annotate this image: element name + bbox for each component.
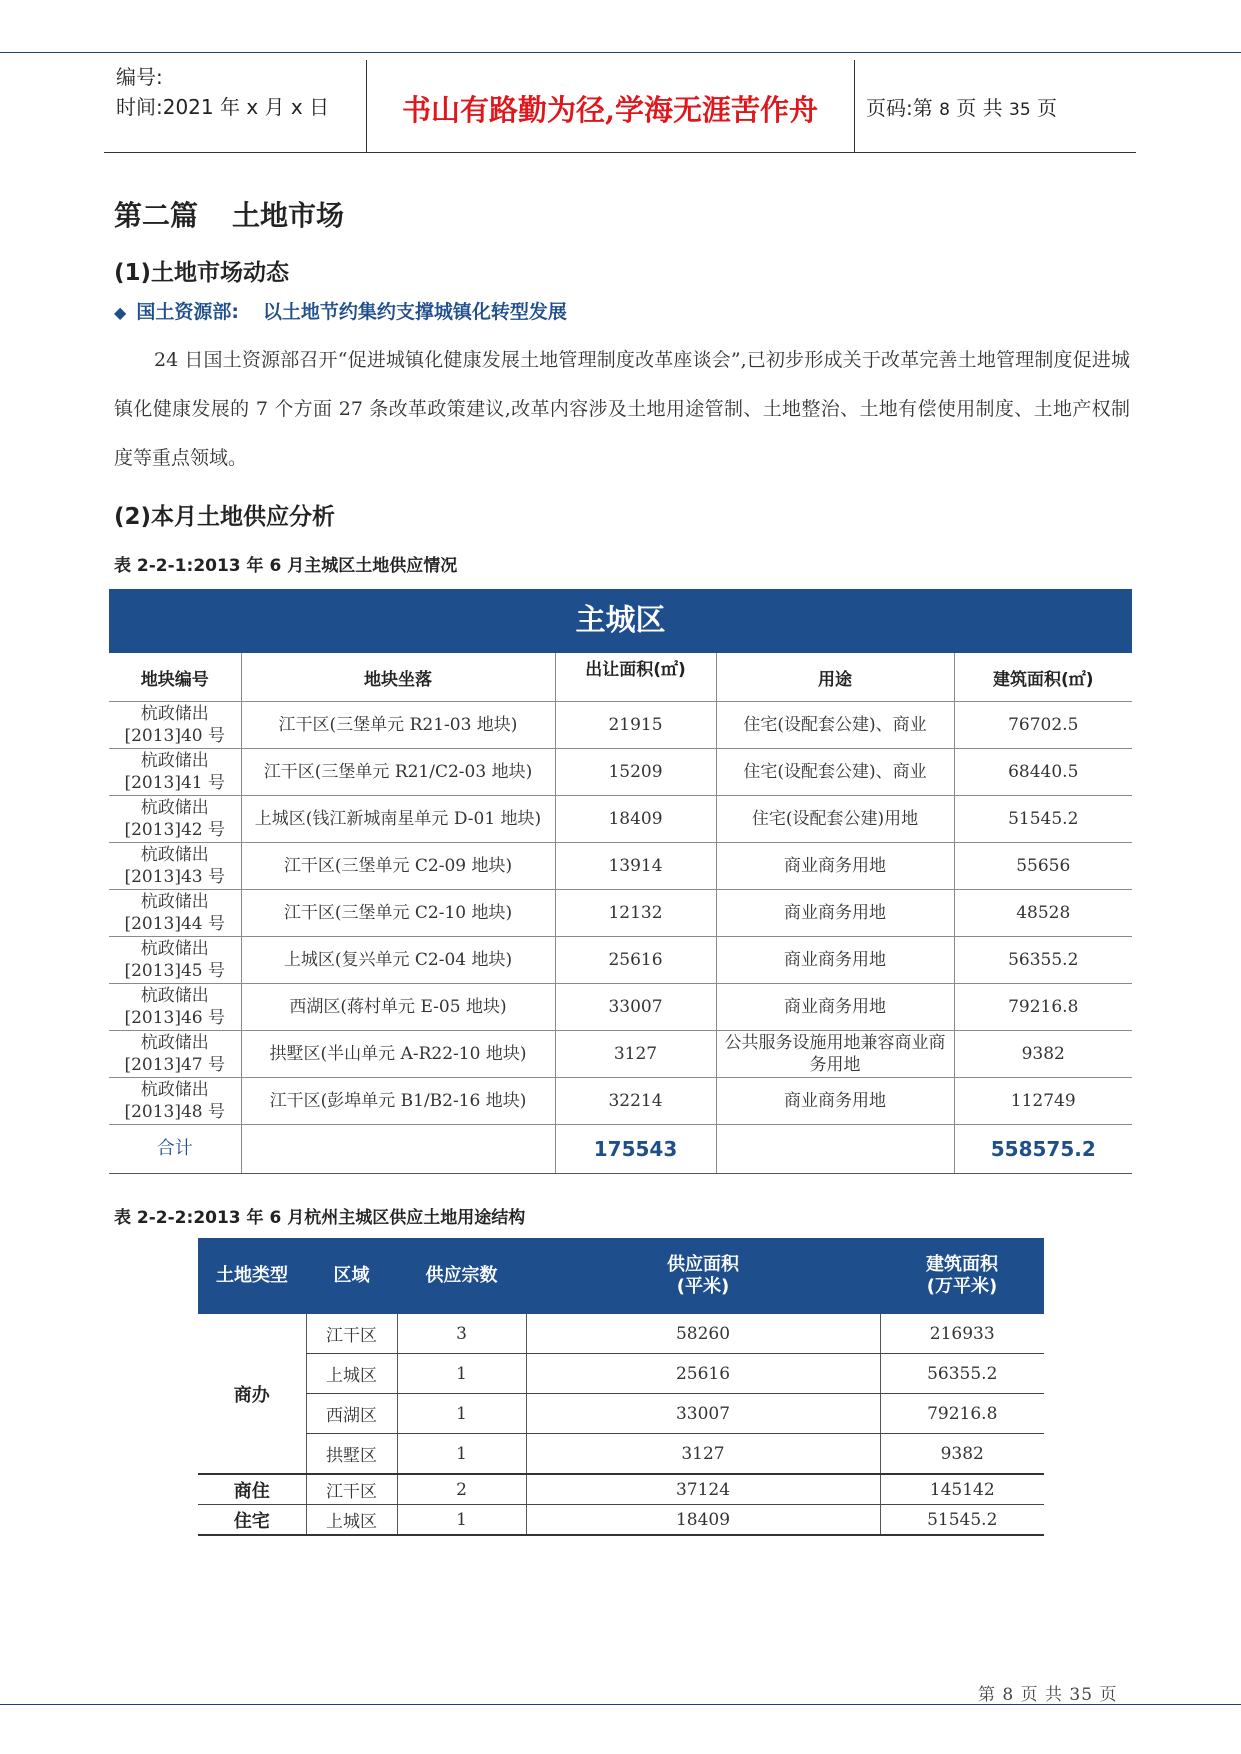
transfer-area-cell: 21915 bbox=[555, 702, 716, 749]
table-row bbox=[198, 1314, 1044, 1354]
floor-area-cell: 68440.5 bbox=[954, 749, 1132, 796]
land-use-structure-table bbox=[198, 1238, 1044, 1536]
header-line: (平米) bbox=[676, 1276, 730, 1297]
plot-id-cell: 杭政储出[2013]46 号 bbox=[109, 984, 241, 1031]
header-divider bbox=[854, 60, 855, 152]
page-suffix: 页 bbox=[1037, 96, 1058, 120]
floor-area-cell: 56355.2 bbox=[880, 1354, 1044, 1394]
floor-area-cell: 79216.8 bbox=[954, 984, 1132, 1031]
col-header: 建筑面积(㎡) bbox=[954, 653, 1132, 702]
page-mid: 页 共 bbox=[956, 96, 1003, 120]
table-row bbox=[109, 937, 1132, 984]
district-cell: 上城区 bbox=[306, 1354, 397, 1394]
header-line: (万平米) bbox=[926, 1276, 998, 1297]
table-row bbox=[109, 843, 1132, 890]
table-row bbox=[109, 749, 1132, 796]
transfer-area-cell: 13914 bbox=[555, 843, 716, 890]
table-total-row bbox=[109, 1125, 1132, 1174]
table-row bbox=[109, 1078, 1132, 1125]
land-use-cell: 商业商务用地 bbox=[716, 984, 954, 1031]
page-header bbox=[104, 60, 1136, 153]
plot-location-cell: 江干区(三堡单元 R21/C2-03 地块) bbox=[241, 749, 555, 796]
empty-cell bbox=[241, 1125, 555, 1174]
supply-area-cell: 18409 bbox=[526, 1505, 880, 1536]
page-number: 8 bbox=[939, 100, 950, 120]
plot-location-cell: 江干区(三堡单元 R21-03 地块) bbox=[241, 702, 555, 749]
floor-area-cell: 48528 bbox=[954, 890, 1132, 937]
supply-area-cell: 58260 bbox=[526, 1314, 880, 1354]
floor-area-cell: 216933 bbox=[880, 1314, 1044, 1354]
table-header-row bbox=[198, 1238, 1044, 1314]
parcel-count-cell: 3 bbox=[397, 1314, 526, 1354]
land-use-cell: 住宅(设配套公建)用地 bbox=[716, 796, 954, 843]
page-footer: 第 8 页 共 35 页 bbox=[978, 1685, 1118, 1705]
floor-area-cell: 145142 bbox=[880, 1474, 1044, 1505]
supply-area-cell: 33007 bbox=[526, 1394, 880, 1434]
news-source: 国土资源部: bbox=[136, 301, 239, 323]
news-body: 24 日国土资源部召开“促进城镇化健康发展土地管理制度改革座谈会”,已初步形成关于改革完善土地管理制度促进城镇化健康发展的 7 个方面 27 条改革政策建议,改革内容涉及土地用途管制、土地整治、土地有偿使用制度、土地产权制度等重点领域。 bbox=[114, 349, 1130, 469]
plot-id-cell: 杭政储出[2013]41 号 bbox=[109, 749, 241, 796]
supply-area-cell: 3127 bbox=[526, 1434, 880, 1475]
plot-id-cell: 杭政储出[2013]40 号 bbox=[109, 702, 241, 749]
transfer-area-cell: 15209 bbox=[555, 749, 716, 796]
plot-location-cell: 上城区(复兴单元 C2-04 地块) bbox=[241, 937, 555, 984]
parcel-count-cell: 2 bbox=[397, 1474, 526, 1505]
land-type-cell: 商住 bbox=[198, 1474, 306, 1505]
table-row bbox=[109, 890, 1132, 937]
land-use-cell: 商业商务用地 bbox=[716, 937, 954, 984]
parcel-count-cell: 1 bbox=[397, 1354, 526, 1394]
parcel-count-cell: 1 bbox=[397, 1434, 526, 1475]
plot-location-cell: 西湖区(蒋村单元 E-05 地块) bbox=[241, 984, 555, 1031]
district-cell: 江干区 bbox=[306, 1474, 397, 1505]
col-header: 地块坐落 bbox=[241, 653, 555, 702]
table-row bbox=[109, 702, 1132, 749]
table-row bbox=[198, 1505, 1044, 1536]
news-title: 以土地节约集约支撑城镇化转型发展 bbox=[262, 301, 567, 323]
floor-area-cell: 51545.2 bbox=[880, 1505, 1044, 1536]
floor-area-cell: 112749 bbox=[954, 1078, 1132, 1125]
supply-area-cell: 25616 bbox=[526, 1354, 880, 1394]
section-heading-1: (1)土地市场动态 bbox=[114, 260, 290, 286]
table-body bbox=[198, 1314, 1044, 1535]
col-header: 地块编号 bbox=[109, 653, 241, 702]
transfer-area-cell: 18409 bbox=[555, 796, 716, 843]
table1-banner: 主城区 bbox=[109, 589, 1132, 653]
col-header: 土地类型 bbox=[198, 1238, 306, 1314]
page-total: 35 bbox=[1009, 100, 1031, 120]
table1-caption: 表 2-2-1:2013 年 6 月主城区土地供应情况 bbox=[114, 556, 458, 576]
plot-id-cell: 杭政储出[2013]43 号 bbox=[109, 843, 241, 890]
parcel-count-cell: 1 bbox=[397, 1505, 526, 1536]
land-use-cell: 住宅(设配套公建)、商业 bbox=[716, 702, 954, 749]
part-number: 第二篇 bbox=[114, 199, 199, 232]
table-row bbox=[198, 1354, 1044, 1394]
plot-location-cell: 上城区(钱江新城南星单元 D-01 地块) bbox=[241, 796, 555, 843]
land-type-cell: 住宅 bbox=[198, 1505, 306, 1536]
floor-area-cell: 55656 bbox=[954, 843, 1132, 890]
transfer-area-cell: 25616 bbox=[555, 937, 716, 984]
header-line: 供应面积 bbox=[667, 1254, 739, 1275]
transfer-area-cell: 12132 bbox=[555, 890, 716, 937]
plot-id-cell: 杭政储出[2013]48 号 bbox=[109, 1078, 241, 1125]
top-rule bbox=[0, 52, 1241, 53]
header-line: 建筑面积 bbox=[926, 1254, 998, 1275]
empty-cell bbox=[716, 1125, 954, 1174]
part-title bbox=[114, 194, 344, 234]
col-header: 区域 bbox=[306, 1238, 397, 1314]
serial-label: 编号: bbox=[116, 65, 163, 89]
total-floor-cell: 558575.2 bbox=[954, 1125, 1132, 1174]
table-row bbox=[109, 1031, 1132, 1078]
table-row bbox=[198, 1394, 1044, 1434]
diamond-bullet-icon: ◆ bbox=[114, 303, 127, 322]
transfer-area-cell: 33007 bbox=[555, 984, 716, 1031]
land-type-cell: 商办 bbox=[233, 1384, 270, 1406]
table2-caption: 表 2-2-2:2013 年 6 月杭州主城区供应土地用途结构 bbox=[114, 1208, 526, 1228]
floor-area-cell: 9382 bbox=[954, 1031, 1132, 1078]
col-header: 用途 bbox=[716, 653, 954, 702]
total-label-cell: 合计 bbox=[109, 1125, 241, 1174]
col-header: 出让面积(㎡) bbox=[555, 653, 716, 702]
floor-area-cell: 79216.8 bbox=[880, 1394, 1044, 1434]
table-body bbox=[109, 702, 1132, 1174]
land-use-cell: 商业商务用地 bbox=[716, 1078, 954, 1125]
district-cell: 拱墅区 bbox=[306, 1434, 397, 1475]
plot-location-cell: 江干区(三堡单元 C2-10 地块) bbox=[241, 890, 555, 937]
parcel-count-cell: 1 bbox=[397, 1394, 526, 1434]
transfer-area-cell: 3127 bbox=[555, 1031, 716, 1078]
header-motto: 书山有路勤为径,学海无涯苦作舟 bbox=[401, 93, 819, 127]
col-header bbox=[880, 1238, 1044, 1314]
plot-id-cell: 杭政储出[2013]44 号 bbox=[109, 890, 241, 937]
part-name: 土地市场 bbox=[232, 199, 345, 232]
floor-area-cell: 9382 bbox=[880, 1434, 1044, 1475]
col-header bbox=[526, 1238, 880, 1314]
col-header: 供应宗数 bbox=[397, 1238, 526, 1314]
transfer-area-cell: 32214 bbox=[555, 1078, 716, 1125]
header-meta bbox=[116, 62, 329, 122]
time-label: 时间:2021 年 x 月 x 日 bbox=[116, 95, 330, 119]
plot-location-cell: 江干区(三堡单元 C2-09 地块) bbox=[241, 843, 555, 890]
land-use-cell: 公共服务设施用地兼容商业商务用地 bbox=[716, 1031, 954, 1078]
floor-area-cell: 56355.2 bbox=[954, 937, 1132, 984]
land-use-cell: 住宅(设配套公建)、商业 bbox=[716, 749, 954, 796]
page-prefix: 页码:第 bbox=[866, 96, 933, 120]
floor-area-cell: 51545.2 bbox=[954, 796, 1132, 843]
district-cell: 上城区 bbox=[306, 1505, 397, 1536]
table-row bbox=[109, 984, 1132, 1031]
table-header-row bbox=[109, 653, 1132, 702]
floor-area-cell: 76702.5 bbox=[954, 702, 1132, 749]
plot-id-cell: 杭政储出[2013]42 号 bbox=[109, 796, 241, 843]
land-use-cell: 商业商务用地 bbox=[716, 843, 954, 890]
plot-id-cell: 杭政储出[2013]47 号 bbox=[109, 1031, 241, 1078]
section-heading-2: (2)本月土地供应分析 bbox=[114, 504, 336, 530]
news-headline bbox=[114, 297, 567, 324]
land-supply-table bbox=[109, 653, 1132, 1174]
supply-area-cell: 37124 bbox=[526, 1474, 880, 1505]
table-row bbox=[198, 1434, 1044, 1475]
land-use-cell: 商业商务用地 bbox=[716, 890, 954, 937]
plot-location-cell: 江干区(彭埠单元 B1/B2-16 地块) bbox=[241, 1078, 555, 1125]
total-area-cell: 175543 bbox=[555, 1125, 716, 1174]
plot-location-cell: 拱墅区(半山单元 A-R22-10 地块) bbox=[241, 1031, 555, 1078]
header-page-info bbox=[866, 92, 1057, 121]
plot-id-cell: 杭政储出[2013]45 号 bbox=[109, 937, 241, 984]
table-row bbox=[198, 1474, 1044, 1505]
district-cell: 西湖区 bbox=[306, 1394, 397, 1434]
table-row bbox=[109, 796, 1132, 843]
district-cell: 江干区 bbox=[306, 1314, 397, 1354]
